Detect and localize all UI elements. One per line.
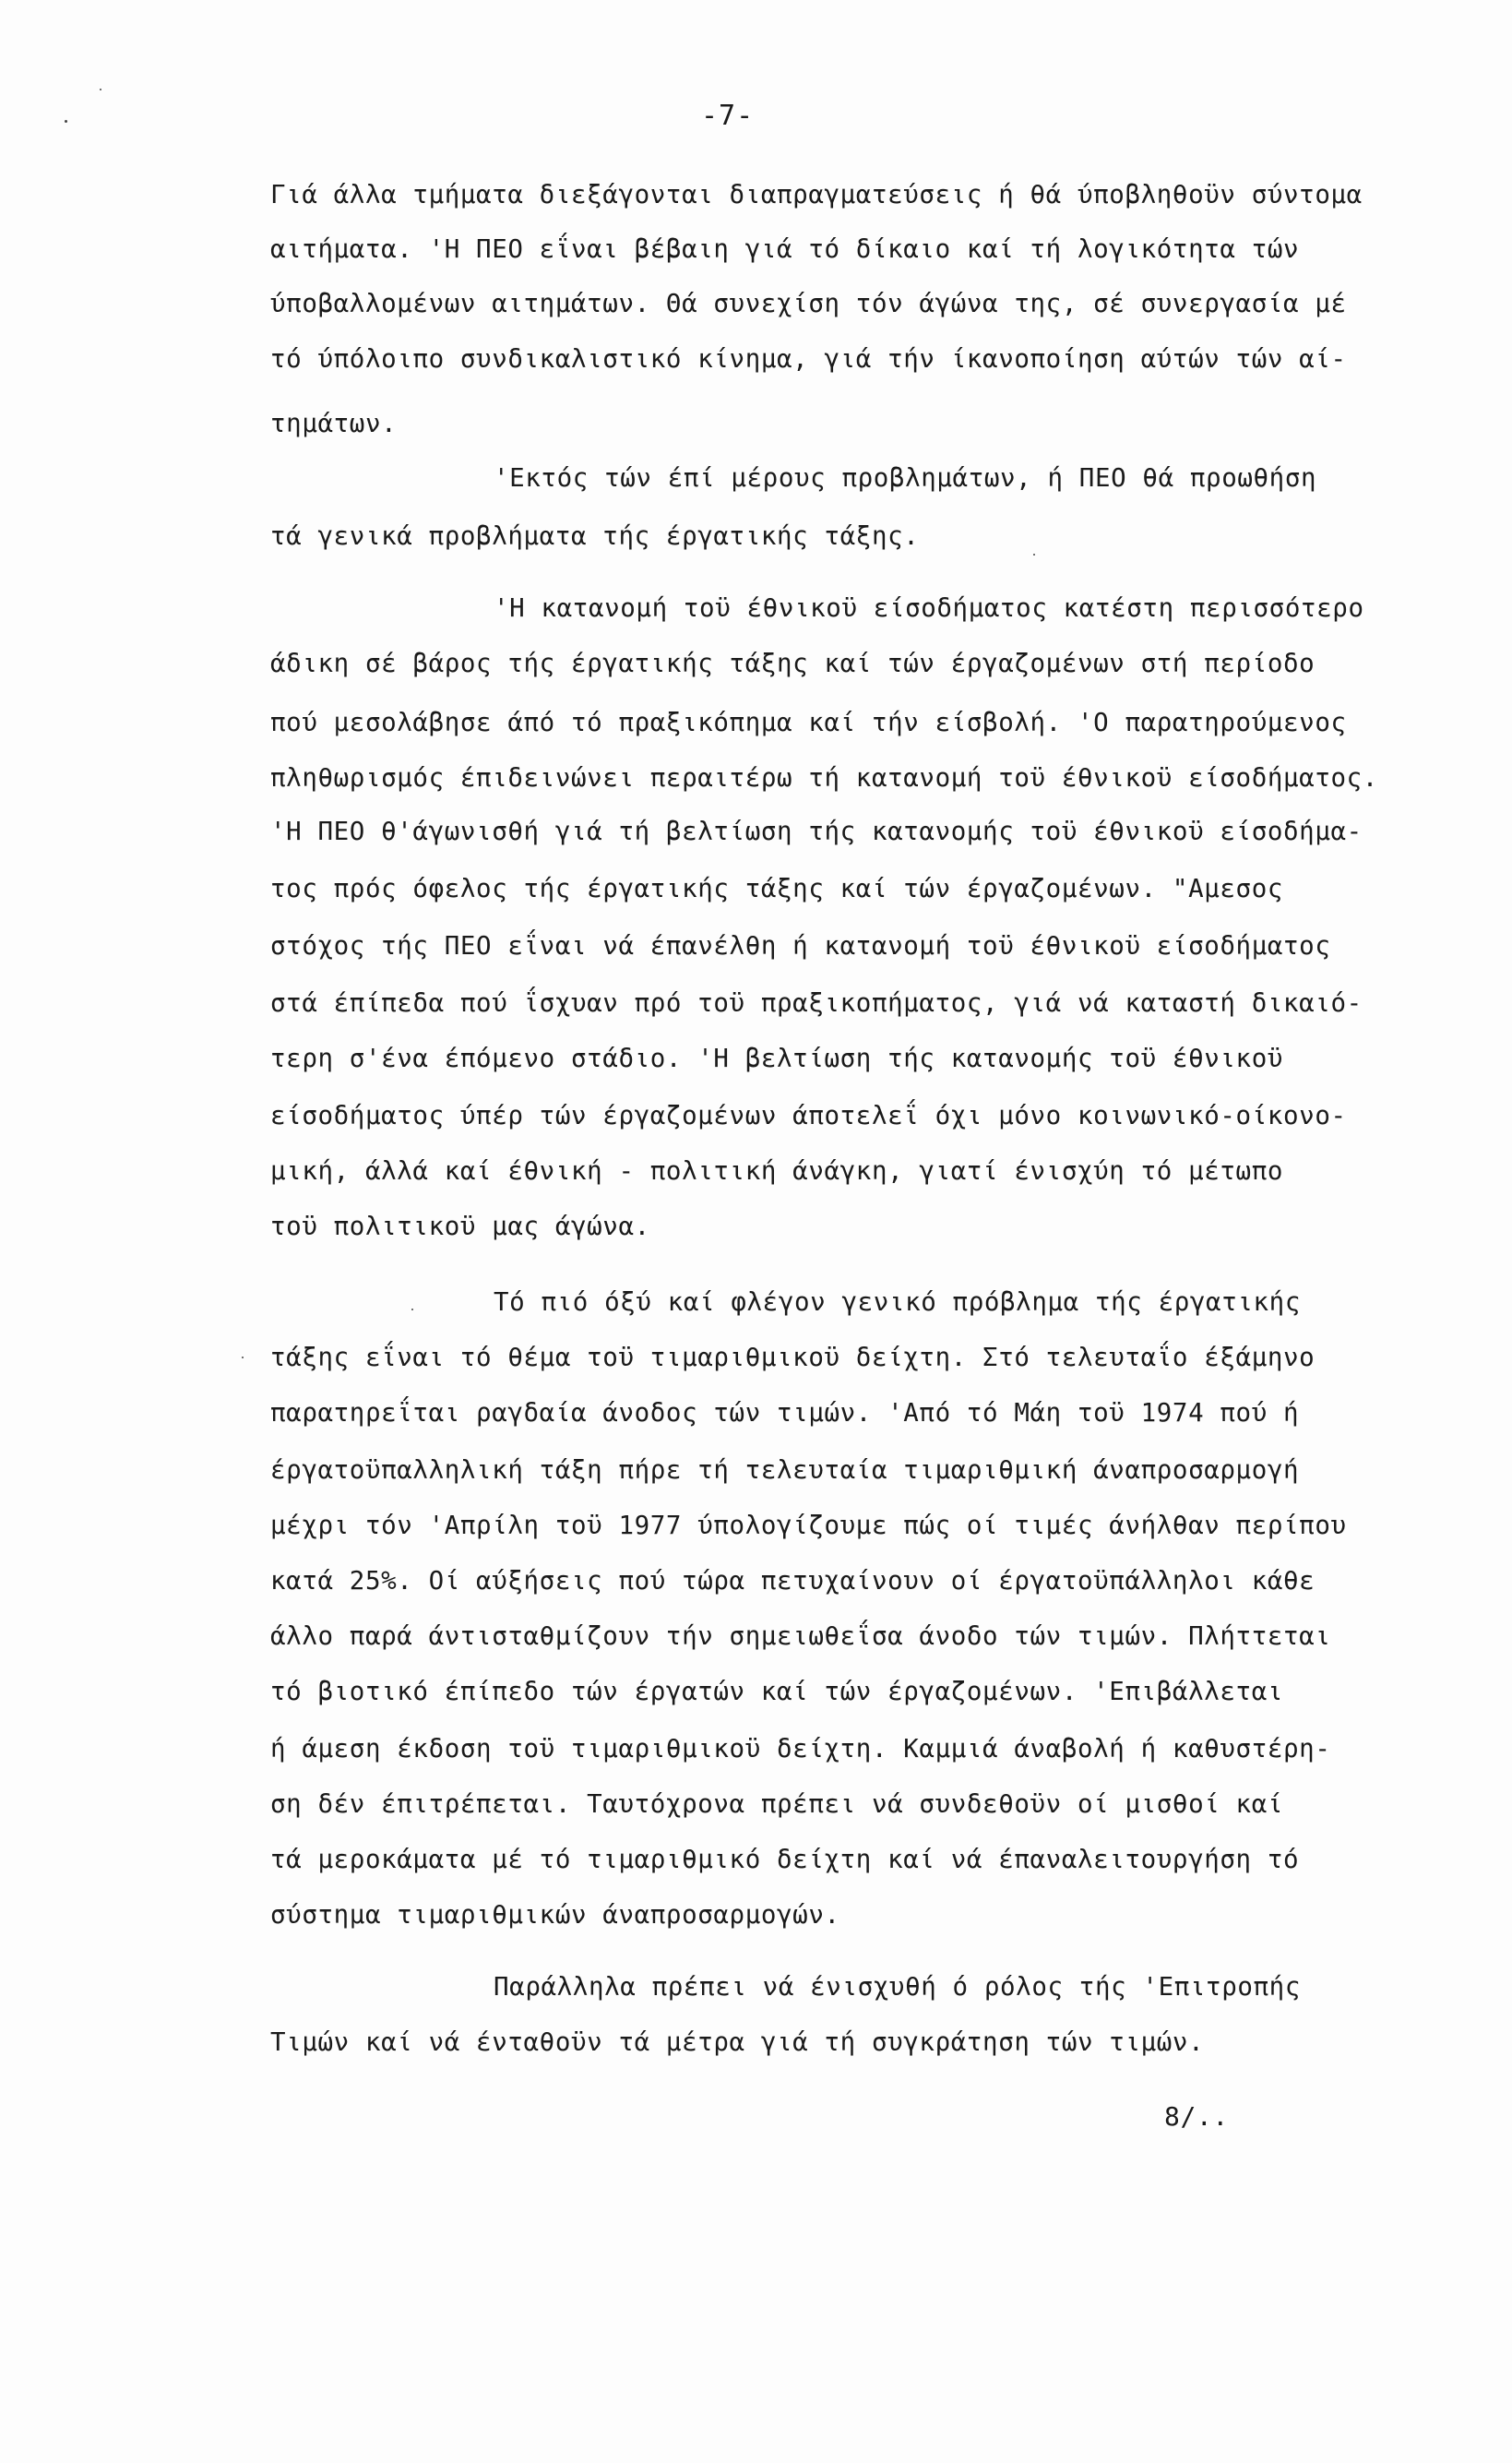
text-line: μική, άλλά καί έθνική - πολιτική άνάγκη, γιατί ένισχύη τό μέτωπο	[270, 1156, 1284, 1186]
scan-speck	[242, 1357, 244, 1358]
text-line: έργατοϋπαλληλική τάξη πήρε τή τελευταία τιμαριθμική άναπροσαρμογή	[270, 1455, 1300, 1485]
text-line: Γιά άλλα τμήματα διεξάγονται διαπραγματεύσεις ή θά ύποβληθοϋν σύντομα	[270, 180, 1363, 209]
text-line: τό βιοτικό έπίπεδο τών έργατών καί τών έργαζομένων. 'Επιβάλλεται	[270, 1677, 1284, 1706]
text-line: τά γενικά προβλήματα τής έργατικής τάξης.	[270, 521, 920, 551]
text-line: άλλο παρά άντισταθμίζουν τήν σημειωθεΐσα άνοδο τών τιμών. Πλήττεται	[270, 1621, 1331, 1651]
text-line: 'Η ΠΕΟ θ'άγωνισθή γιά τή βελτίωση τής κατανομής τοϋ έθνικοϋ είσοδήμα-	[270, 817, 1363, 846]
text-line: 'Εκτός τών έπί μέρους προβλημάτων, ή ΠΕΟ θά προωθήση	[494, 463, 1317, 493]
text-line: Τιμών καί νά ένταθοϋν τά μέτρα γιά τή συγκράτηση τών τιμών.	[270, 2027, 1205, 2057]
page-number: -7-	[701, 100, 755, 132]
text-line: στόχος τής ΠΕΟ εΐναι νά έπανέλθη ή κατανομή τοϋ έθνικοϋ είσοδήματος	[270, 931, 1331, 961]
text-line: τάξης εΐναι τό θέμα τοϋ τιμαριθμικοϋ δείχτη. Στό τελευταΐο έξάμηνο	[270, 1343, 1316, 1372]
text-line: τά μεροκάματα μέ τό τιμαριθμικό δείχτη καί νά έπαναλειτουργήση τό	[270, 1845, 1300, 1874]
continuation-marker: 8/..	[1164, 2101, 1229, 2132]
text-line: στά έπίπεδα πού ΐσχυαν πρό τοϋ πραξικοπήματος, γιά νά καταστή δικαιό-	[270, 988, 1363, 1018]
text-line: παρατηρεΐται ραγδαία άνοδος τών τιμών. 'Από τό Μάη τοϋ 1974 πού ή	[270, 1398, 1300, 1428]
scan-speck	[411, 1309, 413, 1310]
text-line: ση δέν έπιτρέπεται. Ταυτόχρονα πρέπει νά συνδεθοϋν οί μισθοί καί	[270, 1789, 1284, 1819]
scan-speck	[1033, 554, 1035, 556]
text-line: αιτήματα. 'Η ΠΕΟ εΐναι βέβαιη γιά τό δίκαιο καί τή λογικότητα τών	[270, 234, 1300, 264]
text-line: είσοδήματος ύπέρ τών έργαζομένων άποτελεΐ όχι μόνο κοινωνικό-οίκονο-	[270, 1101, 1347, 1130]
text-line: ή άμεση έκδοση τοϋ τιμαριθμικοϋ δείχτη. Καμμιά άναβολή ή καθυστέρη-	[270, 1734, 1331, 1764]
scan-speck	[65, 120, 67, 123]
text-line: 'Η κατανομή τοϋ έθνικοϋ είσοδήματος κατέστη περισσότερο	[494, 593, 1364, 623]
text-line: τημάτων.	[270, 409, 398, 438]
text-line: πληθωρισμός έπιδεινώνει περαιτέρω τή κατανομή τοϋ έθνικοϋ είσοδήματος.	[270, 763, 1378, 793]
text-line: τοϋ πολιτικοϋ μας άγώνα.	[270, 1212, 650, 1241]
text-line: τος πρός όφελος τής έργατικής τάξης καί τών έργαζομένων. "Αμεσος	[270, 874, 1284, 903]
scan-speck	[100, 89, 101, 90]
text-line: σύστημα τιμαριθμικών άναπροσαρμογών.	[270, 1900, 840, 1930]
text-line: άδικη σέ βάρος τής έργατικής τάξης καί τών έργαζομένων στή περίοδο	[270, 649, 1316, 678]
text-line: Παράλληλα πρέπει νά ένισχυθή ό ρόλος τής 'Επιτροπής	[494, 1972, 1301, 2002]
text-line: τό ύπόλοιπο συνδικαλιστικό κίνημα, γιά τήν ίκανοποίηση αύτών τών αί-	[270, 344, 1347, 374]
text-line: τερη σ'ένα έπόμενο στάδιο. 'Η βελτίωση τής κατανομής τοϋ έθνικοϋ	[270, 1044, 1284, 1073]
text-line: Τό πιό όξύ καί φλέγον γενικό πρόβλημα τής έργατικής	[494, 1287, 1301, 1317]
text-line: κατά 25%. Οί αύξήσεις πού τώρα πετυχαίνουν οί έργατοϋπάλληλοι κάθε	[270, 1566, 1316, 1596]
text-line: ύποβαλλομένων αιτημάτων. Θά συνεχίση τόν άγώνα της, σέ συνεργασία μέ	[270, 289, 1347, 318]
text-line: μέχρι τόν 'Απρίλη τοϋ 1977 ύπολογίζουμε πώς οί τιμές άνήλθαν περίπου	[270, 1511, 1347, 1540]
text-line: πού μεσολάβησε άπό τό πραξικόπημα καί τήν είσβολή. 'Ο παρατηρούμενος	[270, 708, 1347, 737]
